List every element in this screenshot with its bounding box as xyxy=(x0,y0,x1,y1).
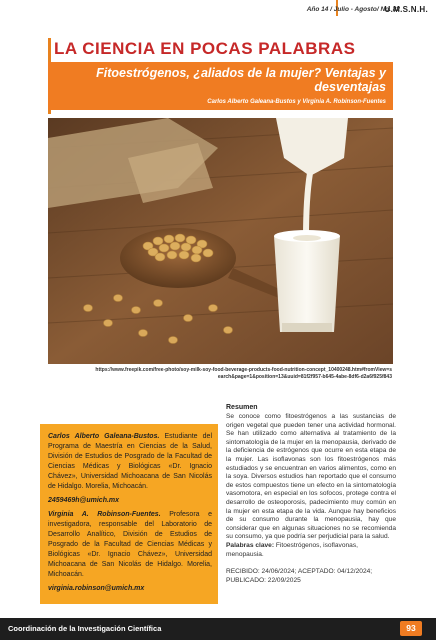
bio-paragraph xyxy=(48,432,212,492)
article-dates xyxy=(226,567,396,585)
received-accepted-dates: RECIBIDO: 24/06/2024; ACEPTADO: 04/12/2024; xyxy=(226,568,373,576)
university-name: U.M.S.N.H. xyxy=(384,5,428,14)
article-title: Fitoestrógenos, ¿aliados de la mujer? Ventajas y desventajas xyxy=(96,66,386,94)
footer-text: Coordinación de la Investigación Científica xyxy=(8,624,162,633)
author-bios xyxy=(40,424,218,604)
bio-author-text: Estudiante del Programa de Maestría en Ciencias de la Salud, División de Estudios de Posgrado de la Facultad de Ciencias Médicas y Biológicas «Dr. Ignacio Chávez», Universidad Michoacana de San Nicolás de Hidalgo. Morelia, Michoacán. xyxy=(48,433,212,490)
bio-author-name: Virginia A. Robinson-Fuentes. xyxy=(48,511,161,518)
bio-email-link[interactable]: virginia.robinson@umich.mx xyxy=(48,585,145,592)
article-authors: Carlos Alberto Galeana-Bustos y Virginia A. Robinson-Fuentes xyxy=(207,99,386,105)
bio-author-name: Carlos Alberto Galeana-Bustos. xyxy=(48,433,160,440)
bio-author-text: Profesora e investigadora, responsable del Laboratorio de Desarrollo Analítico, División de Estudios de Posgrado de la Facultad de Ciencias Médicas y Biológicas «Dr. Ignacio Chávez», Universidad Michoacana de San Nicolás de Hidalgo. Morelia, Michoacán. xyxy=(48,511,212,578)
keywords-label: Palabras clave: xyxy=(226,541,275,549)
abstract-text: Se conoce como fitoestrógenos a las sustancias de origen vegetal que pueden tener una actividad hormonal. Se han utilizado como alternativa al tratamiento de la sintomatología de la mujer en la menopausia, derivado de la deficiencia de estrógenos que ocurre en esta etapa de la mujer. Las isoflavonas son los fitoestrógenos más estudiados y se encuentran en varios alimentos, como en la soya. Diversos estudios han reportado que el consumo de estos compuestos tiene un efecto en la sintomatología vasomotora, en especial en los sofocos, protege contra el desarrollo de osteoporosis, padecimiento muy común en la mujer en esta etapa de la vida. Aunque hay beneficios de su consumo durante la menopausia, hay que considerar que en algunas situaciones no se recomienda su consumo, ya que podría ser perjudicial para la salud. xyxy=(226,413,396,541)
published-date: PUBLICADO: 22/09/2025 xyxy=(226,577,301,585)
issue-info: Año 14 / Julio - Agosto/ No. 82 xyxy=(306,6,400,13)
image-credit-link[interactable]: https://www.freepik.com/free-photo/soy-milk-soy-food-beverage-products-food-nutrition-concept_10400248.htm#fromView=search&page=1&position=13&uuid=81f2f957-b645-4abe-8df6-d2a6f925f843 xyxy=(95,367,392,380)
bio-paragraph xyxy=(48,510,212,580)
bio-email-link[interactable]: 2459469h@umich.mx xyxy=(48,497,120,504)
abstract-heading: Resumen xyxy=(226,404,258,411)
section-title: LA CIENCIA EN POCAS PALABRAS xyxy=(54,39,356,58)
abstract-section xyxy=(226,404,396,585)
keywords xyxy=(226,542,396,559)
page-number: 93 xyxy=(400,621,422,636)
keywords-list: Fitoestrógenos, isoflavonas, menopausia. xyxy=(226,541,358,558)
soy-milk-photo xyxy=(48,118,393,364)
